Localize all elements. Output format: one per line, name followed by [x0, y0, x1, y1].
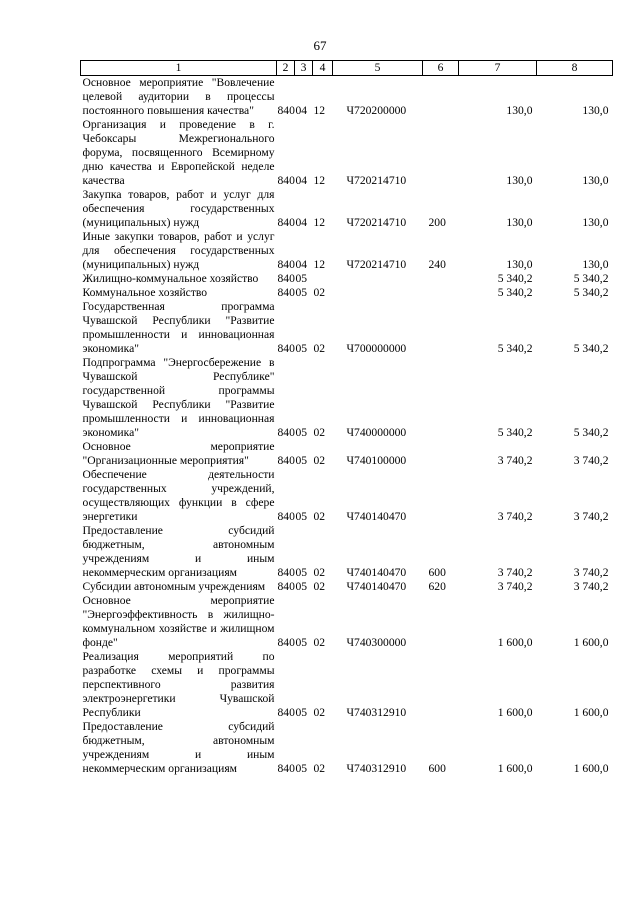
row-amount-2: 1 600,0	[573, 762, 609, 775]
row-section-code: 04	[295, 258, 308, 271]
row-ministry-code: 840	[277, 216, 295, 229]
row-subsection-code: 12	[313, 258, 326, 271]
table-body	[81, 76, 613, 777]
row-target-article: Ч720214710	[346, 174, 407, 187]
row-subsection-code	[313, 272, 333, 286]
row-amount-2: 3 740,2	[573, 510, 609, 523]
row-expense-type: 600	[428, 566, 446, 579]
row-section-code: 05	[295, 762, 308, 775]
row-ministry-code: 840	[277, 762, 295, 775]
row-name: Иные закупки товаров, работ и услуг для обеспечения государственных (муниципальных) нужд	[82, 230, 275, 271]
table-row	[81, 580, 613, 594]
row-expense-type: 240	[428, 258, 446, 271]
row-amount-1: 1 600,0	[497, 636, 533, 649]
row-subsection-code: 02	[313, 454, 326, 467]
row-ministry-code: 840	[277, 566, 295, 579]
header-col-1: 1	[81, 61, 277, 76]
row-amount-2: 3 740,2	[573, 566, 609, 579]
row-target-article: Ч740312910	[346, 762, 407, 775]
row-section-code: 05	[295, 454, 308, 467]
row-amount-2: 3 740,2	[573, 454, 609, 467]
row-expense-type	[423, 118, 459, 188]
row-amount-1: 5 340,2	[497, 426, 533, 439]
row-target-article: Ч720214710	[346, 258, 407, 271]
row-target-article: Ч740140470	[346, 580, 407, 593]
row-expense-type: 200	[428, 216, 446, 229]
row-subsection-code: 02	[313, 426, 326, 439]
row-section-code: 05	[295, 342, 308, 355]
row-ministry-code: 840	[277, 426, 295, 439]
row-section-code: 05	[295, 426, 308, 439]
row-name: Организация и проведение в г. Чебоксары Межрегионального форума, посвященного Всемирному дню качества и Европейской неделе качества	[82, 118, 275, 187]
row-name: Субсидии автономным учреждениям	[82, 580, 266, 593]
row-name: Реализация мероприятий по разработке схемы и программы перспективного развития электроэнергетики Чувашской Республики	[82, 650, 275, 719]
header-col-2: 2	[277, 61, 295, 76]
row-amount-2: 5 340,2	[573, 342, 609, 355]
row-ministry-code: 840	[277, 706, 295, 719]
row-target-article: Ч700000000	[346, 342, 407, 355]
header-col-6: 6	[423, 61, 459, 76]
row-subsection-code: 02	[313, 706, 326, 719]
row-section-code: 05	[295, 272, 308, 285]
row-subsection-code: 02	[313, 566, 326, 579]
row-subsection-code: 12	[313, 104, 326, 117]
row-section-code: 05	[295, 636, 308, 649]
row-amount-2: 1 600,0	[573, 706, 609, 719]
table-row	[81, 720, 613, 776]
row-name: Предоставление субсидий бюджетным, автономным учреждениям и иным некоммерческим организациям	[82, 720, 275, 775]
row-target-article	[333, 272, 423, 286]
row-amount-1: 5 340,2	[497, 272, 533, 285]
row-name: Основное мероприятие "Энергоэффективность в жилищно-коммунальном хозяйстве и жилищном фонде"	[82, 594, 275, 649]
table-row	[81, 230, 613, 272]
row-amount-2: 5 340,2	[573, 426, 609, 439]
row-subsection-code: 02	[313, 510, 326, 523]
row-amount-1: 1 600,0	[497, 762, 533, 775]
row-ministry-code: 840	[277, 104, 295, 117]
table-row	[81, 356, 613, 440]
row-subsection-code: 02	[313, 580, 326, 593]
row-ministry-code: 840	[277, 258, 295, 271]
row-section-code: 04	[295, 104, 308, 117]
row-section-code: 05	[295, 510, 308, 523]
row-name: Закупка товаров, работ и услуг для обеспечения государственных (муниципальных) нужд	[82, 188, 275, 229]
table-row	[81, 188, 613, 230]
table-row	[81, 440, 613, 468]
table-row	[81, 650, 613, 720]
row-amount-1: 130,0	[506, 174, 533, 187]
row-amount-1: 3 740,2	[497, 566, 533, 579]
row-ministry-code: 840	[277, 636, 295, 649]
row-amount-1: 130,0	[506, 216, 533, 229]
row-amount-2: 130,0	[582, 174, 609, 187]
row-name: Жилищно-коммунальное хозяйство	[82, 272, 259, 285]
row-ministry-code: 840	[277, 342, 295, 355]
row-expense-type	[423, 468, 459, 524]
row-amount-2: 130,0	[582, 216, 609, 229]
row-ministry-code: 840	[277, 580, 295, 593]
row-ministry-code: 840	[277, 174, 295, 187]
row-target-article	[333, 286, 423, 300]
row-target-article: Ч740140470	[346, 510, 407, 523]
row-amount-1: 3 740,2	[497, 454, 533, 467]
row-section-code: 05	[295, 286, 308, 299]
header-row	[81, 61, 613, 76]
row-amount-1: 130,0	[506, 104, 533, 117]
row-amount-2: 5 340,2	[573, 272, 609, 285]
table-row	[81, 468, 613, 524]
row-subsection-code: 02	[313, 762, 326, 775]
row-ministry-code: 840	[277, 454, 295, 467]
row-amount-1: 5 340,2	[497, 342, 533, 355]
table-row	[81, 300, 613, 356]
row-name: Подпрограмма "Энергосбережение в Чувашской Республике" государственной программы Чувашской Республики "Развитие промышленности и инновационная экономика"	[82, 356, 275, 439]
table-row	[81, 76, 613, 119]
row-section-code: 05	[295, 706, 308, 719]
row-amount-1: 1 600,0	[497, 706, 533, 719]
header-col-8: 8	[537, 61, 613, 76]
header-col-5: 5	[333, 61, 423, 76]
row-target-article: Ч740312910	[346, 706, 407, 719]
row-amount-1: 3 740,2	[497, 580, 533, 593]
row-amount-1: 130,0	[506, 258, 533, 271]
table-row	[81, 118, 613, 188]
row-expense-type	[423, 356, 459, 440]
row-name: Основное мероприятие "Организационные мероприятия"	[82, 440, 275, 467]
row-target-article: Ч740140470	[346, 566, 407, 579]
row-expense-type	[423, 300, 459, 356]
row-expense-type: 600	[428, 762, 446, 775]
row-amount-2: 1 600,0	[573, 636, 609, 649]
header-col-4: 4	[313, 61, 333, 76]
row-name: Коммунальное хозяйство	[82, 286, 208, 299]
row-section-code: 05	[295, 566, 308, 579]
row-ministry-code: 840	[277, 272, 295, 285]
table-row	[81, 286, 613, 300]
row-section-code: 04	[295, 216, 308, 229]
row-target-article: Ч740300000	[346, 636, 407, 649]
table-header	[81, 61, 613, 76]
row-name: Обеспечение деятельности государственных учреждений, осуществляющих функции в сфере энергетики	[82, 468, 275, 523]
table-row	[81, 594, 613, 650]
row-name: Предоставление субсидий бюджетным, автономным учреждениям и иным некоммерческим организациям	[82, 524, 275, 579]
row-amount-2: 130,0	[582, 104, 609, 117]
row-name: Государственная программа Чувашской Республики "Развитие промышленности и инновационная экономика"	[82, 300, 275, 355]
row-subsection-code: 12	[313, 174, 326, 187]
row-subsection-code: 02	[313, 286, 326, 299]
row-amount-2: 130,0	[582, 258, 609, 271]
row-target-article: Ч740000000	[346, 426, 407, 439]
row-name: Основное мероприятие "Вовлечение целевой аудитории в процессы постоянного повышения качества"	[82, 76, 275, 117]
table-row	[81, 272, 613, 286]
row-amount-2: 5 340,2	[573, 286, 609, 299]
row-target-article: Ч720200000	[346, 104, 407, 117]
row-ministry-code: 840	[277, 286, 295, 299]
row-target-article: Ч720214710	[346, 216, 407, 229]
row-target-article: Ч740100000	[346, 454, 407, 467]
row-subsection-code: 12	[313, 216, 326, 229]
row-amount-1: 5 340,2	[497, 286, 533, 299]
row-expense-type	[423, 76, 459, 119]
row-expense-type: 620	[428, 580, 446, 593]
page-number: 67	[313, 38, 327, 53]
budget-table	[80, 60, 613, 776]
row-section-code: 04	[295, 174, 308, 187]
row-expense-type	[423, 272, 459, 286]
row-subsection-code: 02	[313, 342, 326, 355]
row-expense-type	[423, 440, 459, 468]
row-expense-type	[423, 650, 459, 720]
row-amount-2: 3 740,2	[573, 580, 609, 593]
row-expense-type	[423, 594, 459, 650]
row-section-code: 05	[295, 580, 308, 593]
row-expense-type	[423, 286, 459, 300]
row-amount-1: 3 740,2	[497, 510, 533, 523]
header-col-3: 3	[295, 61, 313, 76]
header-col-7: 7	[459, 61, 537, 76]
table-row	[81, 524, 613, 580]
row-subsection-code: 02	[313, 636, 326, 649]
row-ministry-code: 840	[277, 510, 295, 523]
